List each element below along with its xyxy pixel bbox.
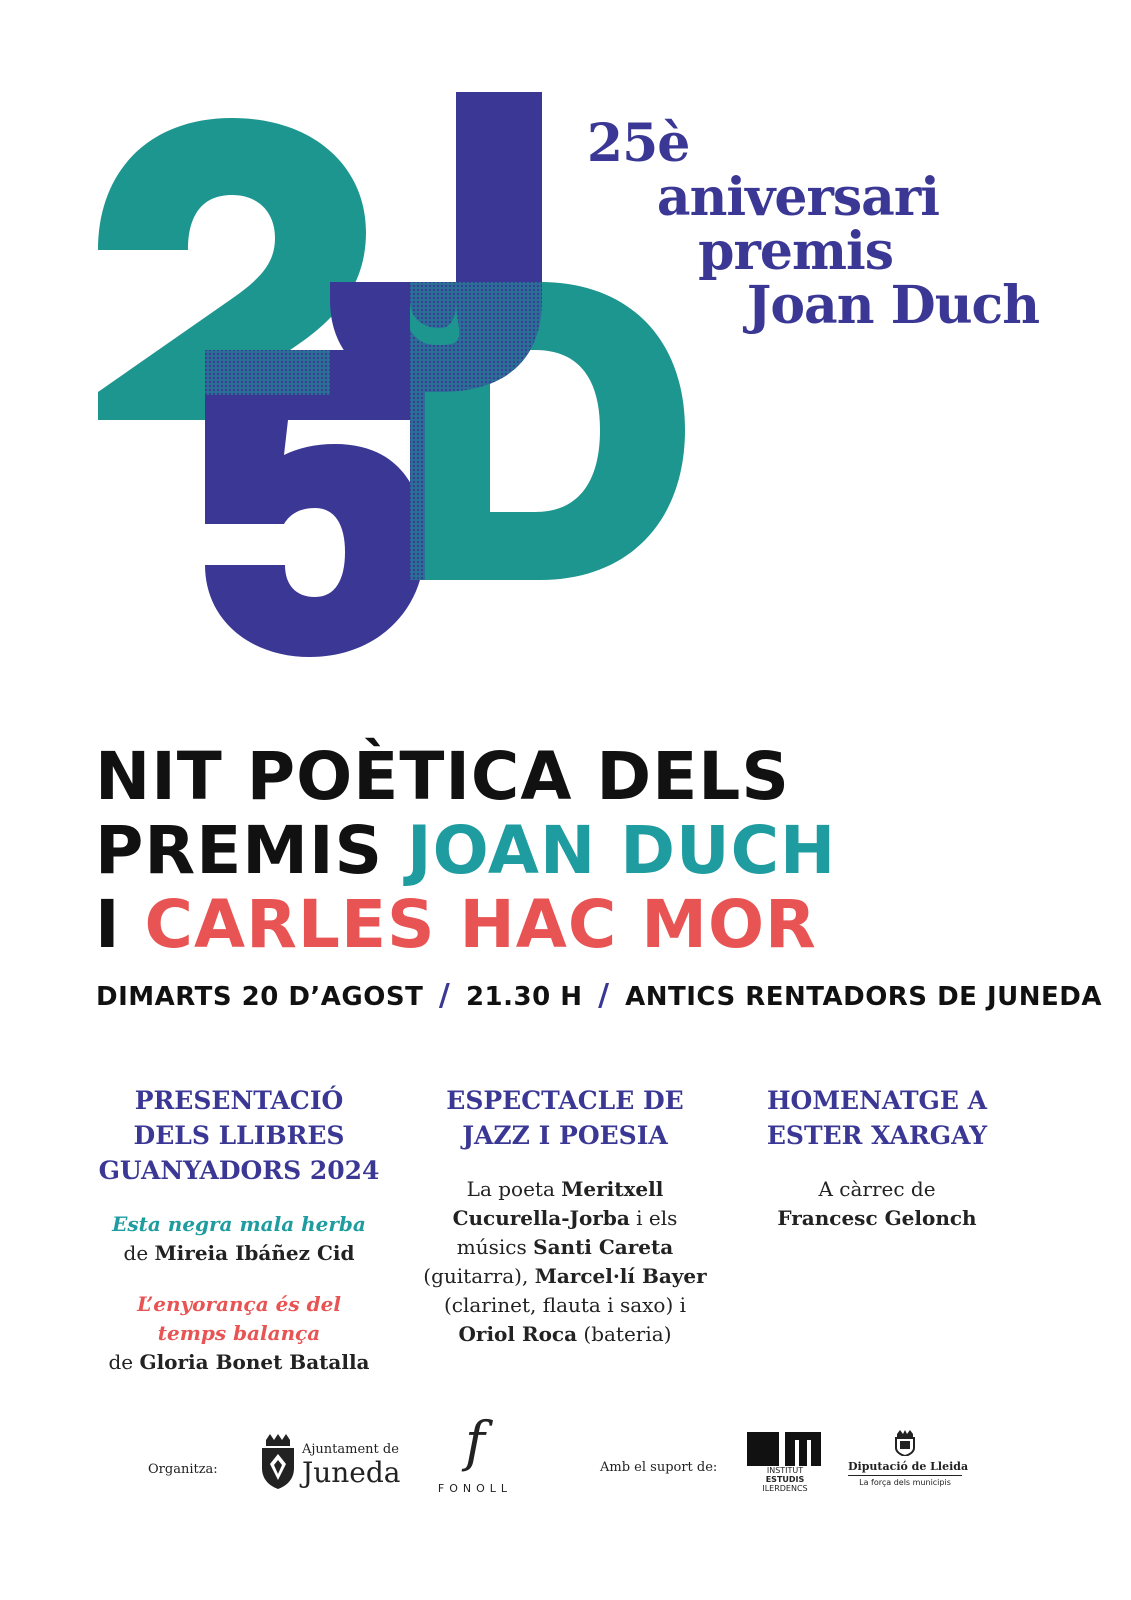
anniversary-logo <box>0 0 1131 700</box>
fonoll-name: FONOLL <box>437 1482 513 1495</box>
event-date: DIMARTS 20 D’AGOST <box>96 982 424 1012</box>
show-text-3: músics <box>456 1235 534 1259</box>
book2-by: de <box>108 1350 140 1374</box>
diputacio-tagline: La força dels municipis <box>859 1478 951 1487</box>
title-line-3 <box>95 888 836 962</box>
performer-3: Marcel·lí Bayer <box>534 1264 707 1288</box>
event-details <box>96 978 1102 1013</box>
event-title <box>95 740 836 962</box>
title-joan-duch: JOAN DUCH <box>407 812 837 889</box>
books-heading <box>74 1083 404 1188</box>
event-time: 21.30 H <box>465 982 583 1012</box>
show-heading-2: JAZZ I POESIA <box>462 1121 668 1150</box>
logo-letter-d <box>410 282 685 580</box>
column-tribute <box>712 1083 1042 1233</box>
tribute-person: Francesc Gelonch <box>777 1206 977 1230</box>
fonoll-mark: f <box>465 1410 485 1473</box>
show-text-4: (guitarra), <box>423 1264 535 1288</box>
logo-digit-5 <box>205 350 425 657</box>
juneda-small-text: Ajuntament de <box>302 1442 399 1457</box>
show-heading-1: ESPECTACLE DE <box>446 1086 684 1115</box>
performer-4: Oriol Roca <box>458 1322 578 1346</box>
event-place: ANTICS RENTADORS DE JUNEDA <box>625 982 1102 1012</box>
title-i: I <box>95 886 145 963</box>
book1-by: de <box>123 1241 155 1265</box>
logo-overlap-2-5 <box>205 350 330 395</box>
separator: / <box>598 978 610 1013</box>
juneda-name: Juneda <box>302 1456 401 1489</box>
iei-text-1: INSTITUT <box>766 1466 804 1475</box>
diputacio-name: Diputació de Lleida <box>848 1460 962 1476</box>
anniversary-heading <box>586 113 1039 336</box>
diputacio-logo <box>848 1430 969 1500</box>
column-show <box>400 1083 730 1349</box>
title-line-2 <box>95 814 836 888</box>
iei-logo <box>745 1432 825 1502</box>
performer-1b: Cucurella-Jorba <box>452 1206 630 1230</box>
anniversary-line-4: Joan Duch <box>746 275 1039 336</box>
show-text-1: La poeta <box>466 1177 562 1201</box>
tribute-text: A càrrec de <box>818 1177 936 1201</box>
show-text-2: i els <box>629 1206 678 1230</box>
anniversary-line-2: aniversari <box>656 167 939 228</box>
tribute-heading-1: HOMENATGE A <box>766 1086 988 1115</box>
title-carles-hac-mor: CARLES HAC MOR <box>144 886 817 963</box>
anniversary-line-1: 25è <box>586 113 690 174</box>
iei-text-3: ILERDENCS <box>762 1484 808 1493</box>
books-heading-2: DELS LLIBRES <box>133 1121 345 1150</box>
juneda-crest-icon <box>258 1434 298 1490</box>
iei-mark-icon <box>747 1432 821 1466</box>
title-line-1: NIT POÈTICA DELS <box>95 738 790 815</box>
book1-author: Mireia Ibáñez Cid <box>154 1241 355 1265</box>
separator: / <box>438 978 451 1013</box>
show-text-5: (clarinet, flauta i saxo) i <box>443 1293 687 1317</box>
book2-title-2: temps balança <box>157 1321 321 1345</box>
books-heading-1: PRESENTACIÓ <box>134 1086 344 1115</box>
anniversary-line-3: premis <box>698 221 893 282</box>
fonoll-logo <box>430 1412 520 1502</box>
tribute-heading-2: ESTER XARGAY <box>766 1121 988 1150</box>
juneda-logo <box>258 1430 401 1500</box>
organizer-label: Organitza: <box>148 1462 218 1477</box>
diputacio-crest-icon <box>894 1430 916 1456</box>
performer-1a: Meritxell <box>561 1177 664 1201</box>
iei-text-2: ESTUDIS <box>765 1475 805 1484</box>
show-text-6: (bateria) <box>577 1322 672 1346</box>
book1-title: Esta negra mala herba <box>112 1212 366 1236</box>
support-label: Amb el suport de: <box>600 1460 718 1475</box>
book2-title-1: L’enyorança és del <box>137 1292 341 1316</box>
column-books <box>74 1083 404 1377</box>
logo-overlap-5-d <box>410 350 425 580</box>
books-heading-3: GUANYADORS 2024 <box>98 1156 380 1185</box>
title-premis: PREMIS <box>95 812 408 889</box>
tribute-heading <box>712 1083 1042 1153</box>
performer-2: Santi Careta <box>533 1235 674 1259</box>
show-heading <box>400 1083 730 1153</box>
book2-author: Gloria Bonet Batalla <box>139 1350 370 1374</box>
footer-sponsors <box>0 1410 1131 1540</box>
